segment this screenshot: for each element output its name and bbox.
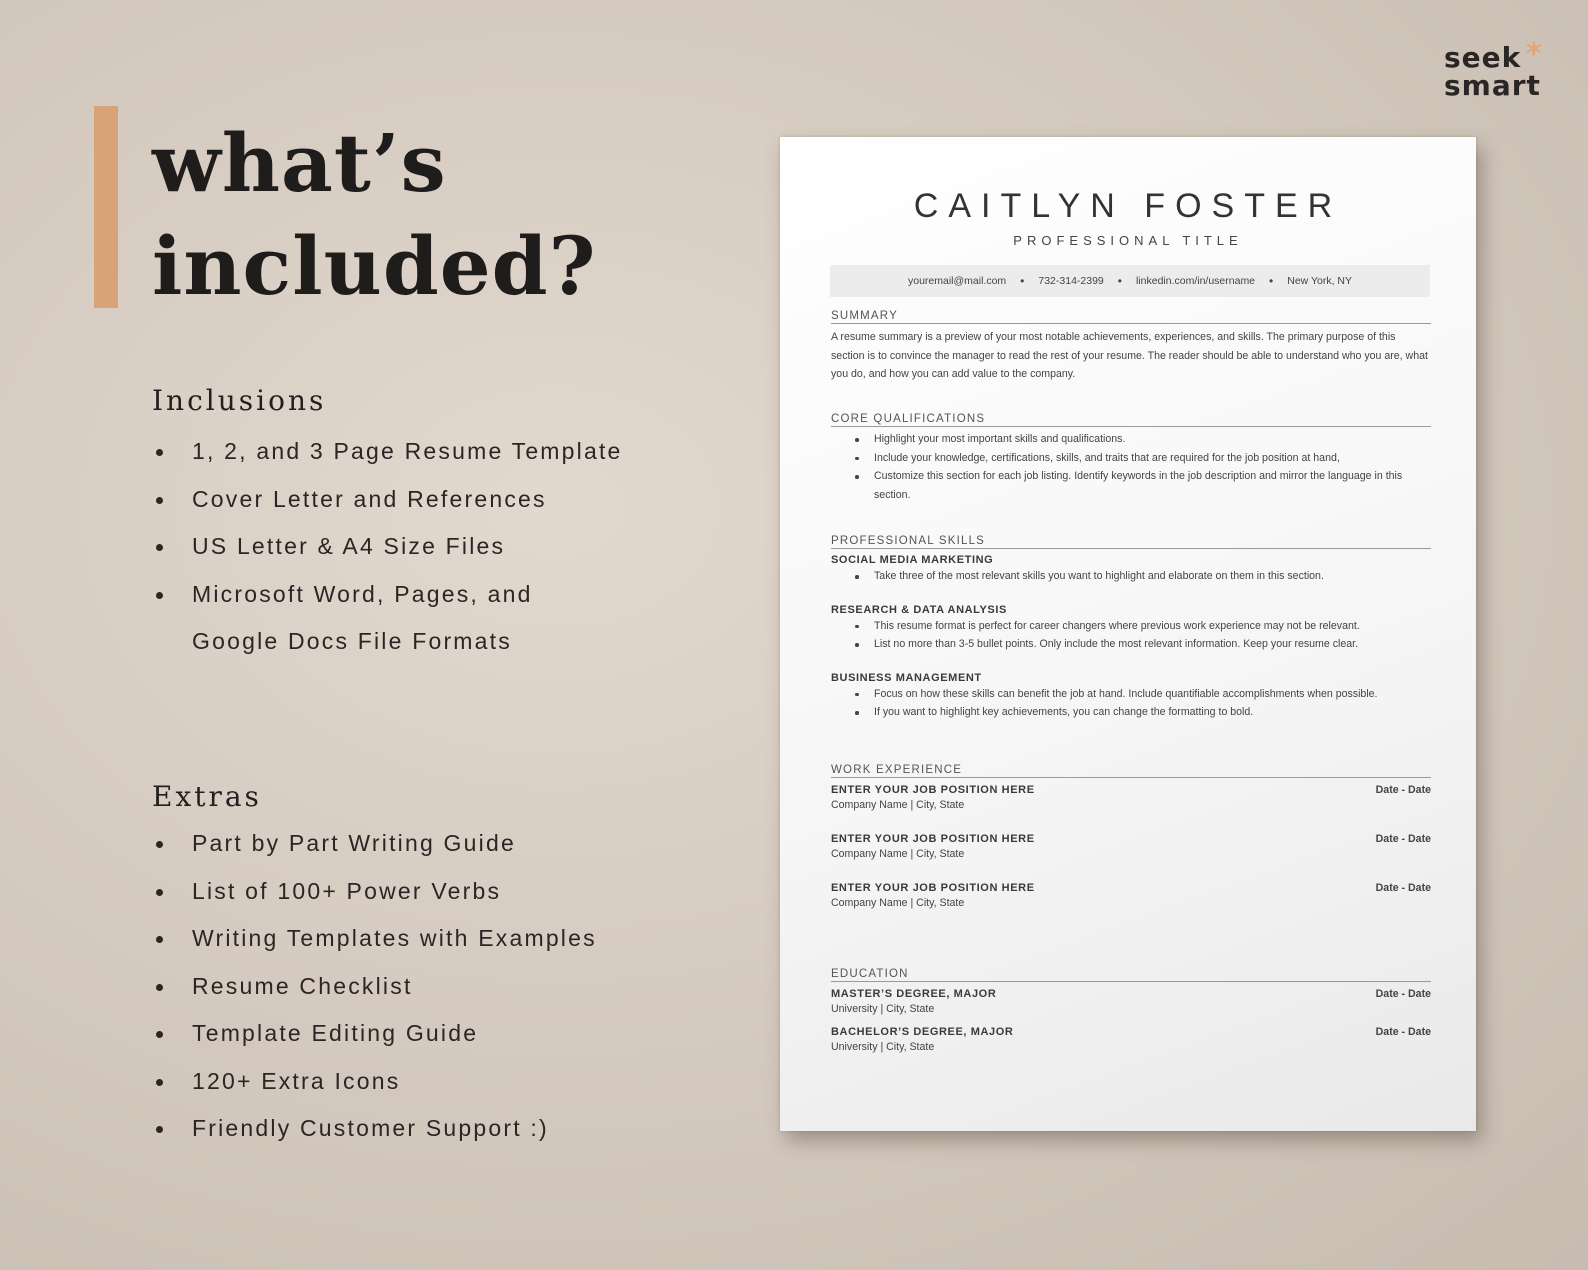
- degree-row: [831, 988, 1431, 1000]
- job-company: Company Name | City, State: [831, 799, 965, 811]
- job-company: Company Name | City, State: [831, 897, 965, 909]
- list-item: If you want to highlight key achievements, you can change the formatting to bold.: [831, 703, 1431, 722]
- list-item: List of 100+ Power Verbs: [152, 868, 597, 916]
- job-date: Date - Date: [1375, 882, 1431, 894]
- list-item: Part by Part Writing Guide: [152, 820, 597, 868]
- logo-line-1: seek: [1444, 41, 1522, 74]
- core-heading: CORE QUALIFICATIONS: [831, 413, 1431, 427]
- resume-title: PROFESSIONAL TITLE: [1013, 233, 1243, 248]
- summary-section: [831, 310, 1431, 384]
- job-position: ENTER YOUR JOB POSITION HERE: [831, 833, 1035, 845]
- list-item: Template Editing Guide: [152, 1010, 597, 1058]
- job-date: Date - Date: [1375, 784, 1431, 796]
- list-item-continuation: Google Docs File Formats: [192, 628, 512, 654]
- education-heading: EDUCATION: [831, 968, 1431, 982]
- job-date: Date - Date: [1375, 833, 1431, 845]
- job-position: ENTER YOUR JOB POSITION HERE: [831, 784, 1035, 796]
- inclusions-list: [152, 428, 623, 666]
- list-item: Highlight your most important skills and qualifications.: [831, 430, 1431, 449]
- job-position: ENTER YOUR JOB POSITION HERE: [831, 882, 1035, 894]
- job-row: [831, 784, 1431, 796]
- job-row: [831, 833, 1431, 845]
- degree-date: Date - Date: [1375, 1026, 1431, 1038]
- summary-text: A resume summary is a preview of your most notable achievements, experiences, and skills. The primary purpose of this section is to convince the manager to read the rest of your resume. The reader should be able to understand who you are, what you do, and how you can add value to the company.: [831, 331, 1428, 380]
- extras-list: [152, 820, 597, 1153]
- list-item: Writing Templates with Examples: [152, 915, 597, 963]
- contact-email: youremail@mail.com: [907, 275, 1007, 287]
- contact-phone: 732-314-2399: [1038, 275, 1104, 287]
- skill-group-title: BUSINESS MANAGEMENT: [831, 671, 982, 684]
- skill-group-title: RESEARCH & DATA ANALYSIS: [831, 603, 1007, 616]
- headline-line-2: included?: [152, 219, 597, 313]
- core-list: [831, 430, 1431, 504]
- headline-line-1: what’s: [152, 116, 447, 210]
- list-item: Resume Checklist: [152, 963, 597, 1011]
- inclusions-title: Inclusions: [152, 384, 327, 417]
- job-company: Company Name | City, State: [831, 848, 965, 860]
- accent-bar: [94, 106, 118, 308]
- skills-heading: PROFESSIONAL SKILLS: [831, 535, 1431, 549]
- degree-school: University | City, State: [831, 1003, 935, 1015]
- logo-line-2: smart: [1444, 69, 1541, 102]
- list-item: Microsoft Word, Pages, and: [152, 571, 623, 619]
- contact-linkedin: linkedin.com/in/username: [1135, 275, 1256, 287]
- resume-name: CAITLYN FOSTER: [913, 187, 1343, 225]
- list-item: Take three of the most relevant skills you want to highlight and elaborate on them in this section.: [831, 567, 1431, 586]
- list-item: 1, 2, and 3 Page Resume Template: [152, 428, 623, 476]
- degree-title: MASTER’S DEGREE, MAJOR: [831, 988, 997, 1000]
- degree-title: BACHELOR’S DEGREE, MAJOR: [831, 1026, 1014, 1038]
- list-item: Include your knowledge, certifications, skills, and traits that are required for the job position at hand,: [831, 449, 1431, 468]
- core-qualifications-section: [831, 413, 1431, 504]
- skill-group-title: SOCIAL MEDIA MARKETING: [831, 554, 994, 566]
- list-item: List no more than 3-5 bullet points. Only include the most relevant information. Keep your resume clear.: [831, 635, 1431, 654]
- professional-skills-section: [831, 535, 1431, 722]
- skill-group-list: [831, 685, 1431, 722]
- resume-page: [780, 137, 1476, 1131]
- contact-separator: •: [1020, 274, 1025, 288]
- work-heading: WORK EXPERIENCE: [831, 764, 1431, 778]
- degree-row: [831, 1026, 1431, 1038]
- job-row: [831, 882, 1431, 894]
- logo-asterisk-icon: *: [1526, 37, 1543, 72]
- work-experience-section: [831, 764, 1431, 912]
- degree-date: Date - Date: [1375, 988, 1431, 1000]
- contact-separator: •: [1117, 274, 1122, 288]
- skill-group-list: [831, 617, 1431, 654]
- contact-separator: •: [1269, 274, 1274, 288]
- list-item: 120+ Extra Icons: [152, 1058, 597, 1106]
- list-item: This resume format is perfect for career changers where previous work experience may not be relevant.: [831, 617, 1431, 636]
- headline: [152, 112, 596, 318]
- list-item: US Letter & A4 Size Files: [152, 523, 623, 571]
- list-item: Customize this section for each job listing. Identify keywords in the job description and mirror the language in this section.: [831, 467, 1431, 504]
- education-section: [831, 968, 1431, 1056]
- summary-heading: SUMMARY: [831, 310, 1431, 324]
- degree-school: University | City, State: [831, 1041, 935, 1053]
- resume-contact-bar: [830, 265, 1430, 297]
- list-item: Friendly Customer Support :): [152, 1105, 597, 1153]
- seeksmart-logo: [1444, 37, 1543, 102]
- extras-title: Extras: [152, 780, 262, 813]
- contact-location: New York, NY: [1287, 275, 1353, 287]
- list-item: Cover Letter and References: [152, 476, 623, 524]
- skill-group-list: [831, 567, 1431, 586]
- list-item: Focus on how these skills can benefit the job at hand. Include quantifiable accomplishments when possible.: [831, 685, 1431, 704]
